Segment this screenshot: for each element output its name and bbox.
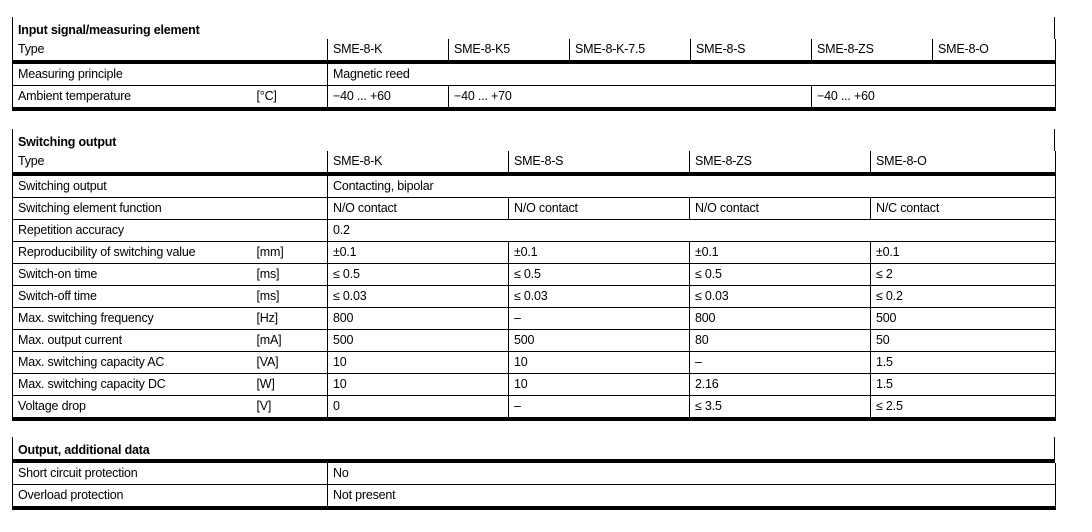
- section-title: Output, additional data: [18, 443, 150, 457]
- row-value: −40 ... +60: [328, 86, 449, 110]
- row-value: ≤ 0.2: [871, 286, 1056, 308]
- table-row: [13, 198, 1056, 220]
- input-signal-table: [12, 39, 1056, 111]
- table-row: [13, 86, 1056, 110]
- row-value: ≤ 0.03: [328, 286, 509, 308]
- type-header: SME-8-K: [328, 151, 509, 174]
- type-header: SME-8-S: [691, 39, 812, 62]
- row-unit: [mA]: [255, 330, 328, 352]
- row-value: ≤ 3.5: [690, 396, 871, 420]
- table-row: [13, 463, 1056, 485]
- unit-cell: [255, 39, 328, 62]
- type-label: Type: [13, 39, 255, 62]
- row-unit: [°C]: [255, 86, 328, 110]
- row-value: –: [509, 308, 690, 330]
- row-unit: [ms]: [255, 264, 328, 286]
- row-label: Max. switching capacity AC: [13, 352, 255, 374]
- row-label: Switching element function: [13, 198, 255, 220]
- table-row: [13, 374, 1056, 396]
- row-unit: [Hz]: [255, 308, 328, 330]
- row-unit: [255, 198, 328, 220]
- type-header-row: [13, 39, 1056, 62]
- row-label: Reproducibility of switching value: [13, 242, 255, 264]
- type-header: SME-8-O: [933, 39, 1056, 62]
- section-switching-output: [12, 129, 1055, 421]
- table-row: [13, 62, 1056, 86]
- row-value: ±0.1: [690, 242, 871, 264]
- row-value: ≤ 0.5: [509, 264, 690, 286]
- row-label: Switching output: [13, 174, 255, 198]
- row-value: 500: [509, 330, 690, 352]
- row-value: No: [328, 463, 1056, 485]
- table-row: [13, 352, 1056, 374]
- row-value: 1.5: [871, 352, 1056, 374]
- row-value: 800: [690, 308, 871, 330]
- row-value: 2.16: [690, 374, 871, 396]
- section-input-signal: [12, 17, 1055, 111]
- row-unit: [255, 62, 328, 86]
- table-row: [13, 286, 1056, 308]
- table-row: [13, 308, 1056, 330]
- row-unit: [V]: [255, 396, 328, 420]
- unit-cell: [255, 151, 328, 174]
- row-value: N/O contact: [328, 198, 509, 220]
- section-title-row: [12, 129, 1055, 151]
- table-row: [13, 485, 1056, 509]
- row-value: 10: [509, 352, 690, 374]
- row-value: −40 ... +60: [812, 86, 1056, 110]
- type-header: SME-8-ZS: [812, 39, 933, 62]
- type-header: SME-8-O: [871, 151, 1056, 174]
- row-value: 500: [328, 330, 509, 352]
- table-row: [13, 220, 1056, 242]
- row-label: Max. switching capacity DC: [13, 374, 255, 396]
- row-unit: [ms]: [255, 286, 328, 308]
- row-unit: [255, 174, 328, 198]
- row-value: 50: [871, 330, 1056, 352]
- section-title-row: [12, 17, 1055, 39]
- additional-data-table: [12, 463, 1056, 510]
- type-header: SME-8-K-7.5: [570, 39, 691, 62]
- row-value: ≤ 0.03: [690, 286, 871, 308]
- row-label: Max. switching frequency: [13, 308, 255, 330]
- row-label: Voltage drop: [13, 396, 255, 420]
- row-value: 0.2: [328, 220, 1056, 242]
- row-value: 800: [328, 308, 509, 330]
- type-header: SME-8-ZS: [690, 151, 871, 174]
- row-value: ≤ 0.5: [690, 264, 871, 286]
- row-label: Max. output current: [13, 330, 255, 352]
- table-row: [13, 174, 1056, 198]
- row-label: Overload protection: [13, 485, 328, 509]
- row-value: ≤ 2: [871, 264, 1056, 286]
- row-value: ≤ 0.5: [328, 264, 509, 286]
- table-row: [13, 396, 1056, 420]
- table-row: [13, 330, 1056, 352]
- row-label: Ambient temperature: [13, 86, 255, 110]
- row-value: 10: [328, 352, 509, 374]
- row-label: Switch-off time: [13, 286, 255, 308]
- type-header: SME-8-S: [509, 151, 690, 174]
- type-header-row: [13, 151, 1056, 174]
- row-unit: [255, 220, 328, 242]
- row-value: ≤ 2.5: [871, 396, 1056, 420]
- row-value: Not present: [328, 485, 1056, 509]
- row-value: 1.5: [871, 374, 1056, 396]
- row-value: ±0.1: [871, 242, 1056, 264]
- switching-output-table: [12, 151, 1056, 421]
- row-unit: [VA]: [255, 352, 328, 374]
- section-title: Input signal/measuring element: [18, 23, 200, 37]
- row-value: ±0.1: [509, 242, 690, 264]
- section-output-additional: [12, 437, 1055, 510]
- row-value: ≤ 0.03: [509, 286, 690, 308]
- row-value: 80: [690, 330, 871, 352]
- row-label: Switch-on time: [13, 264, 255, 286]
- row-label: Measuring principle: [13, 62, 255, 86]
- row-value: 0: [328, 396, 509, 420]
- section-title: Switching output: [18, 135, 117, 149]
- row-value: –: [509, 396, 690, 420]
- row-value: ±0.1: [328, 242, 509, 264]
- row-unit: [mm]: [255, 242, 328, 264]
- row-value: 10: [328, 374, 509, 396]
- row-value: Magnetic reed: [328, 62, 1056, 86]
- type-header: SME-8-K5: [449, 39, 570, 62]
- section-title-row: [12, 437, 1055, 463]
- row-value: Contacting, bipolar: [328, 174, 1056, 198]
- type-label: Type: [13, 151, 255, 174]
- type-header: SME-8-K: [328, 39, 449, 62]
- row-value: −40 ... +70: [449, 86, 812, 110]
- table-row: [13, 242, 1056, 264]
- row-value: N/O contact: [690, 198, 871, 220]
- row-value: 10: [509, 374, 690, 396]
- row-unit: [W]: [255, 374, 328, 396]
- row-label: Repetition accuracy: [13, 220, 255, 242]
- row-label: Short circuit protection: [13, 463, 328, 485]
- row-value: N/O contact: [509, 198, 690, 220]
- row-value: N/C contact: [871, 198, 1056, 220]
- table-row: [13, 264, 1056, 286]
- row-value: 500: [871, 308, 1056, 330]
- row-value: –: [690, 352, 871, 374]
